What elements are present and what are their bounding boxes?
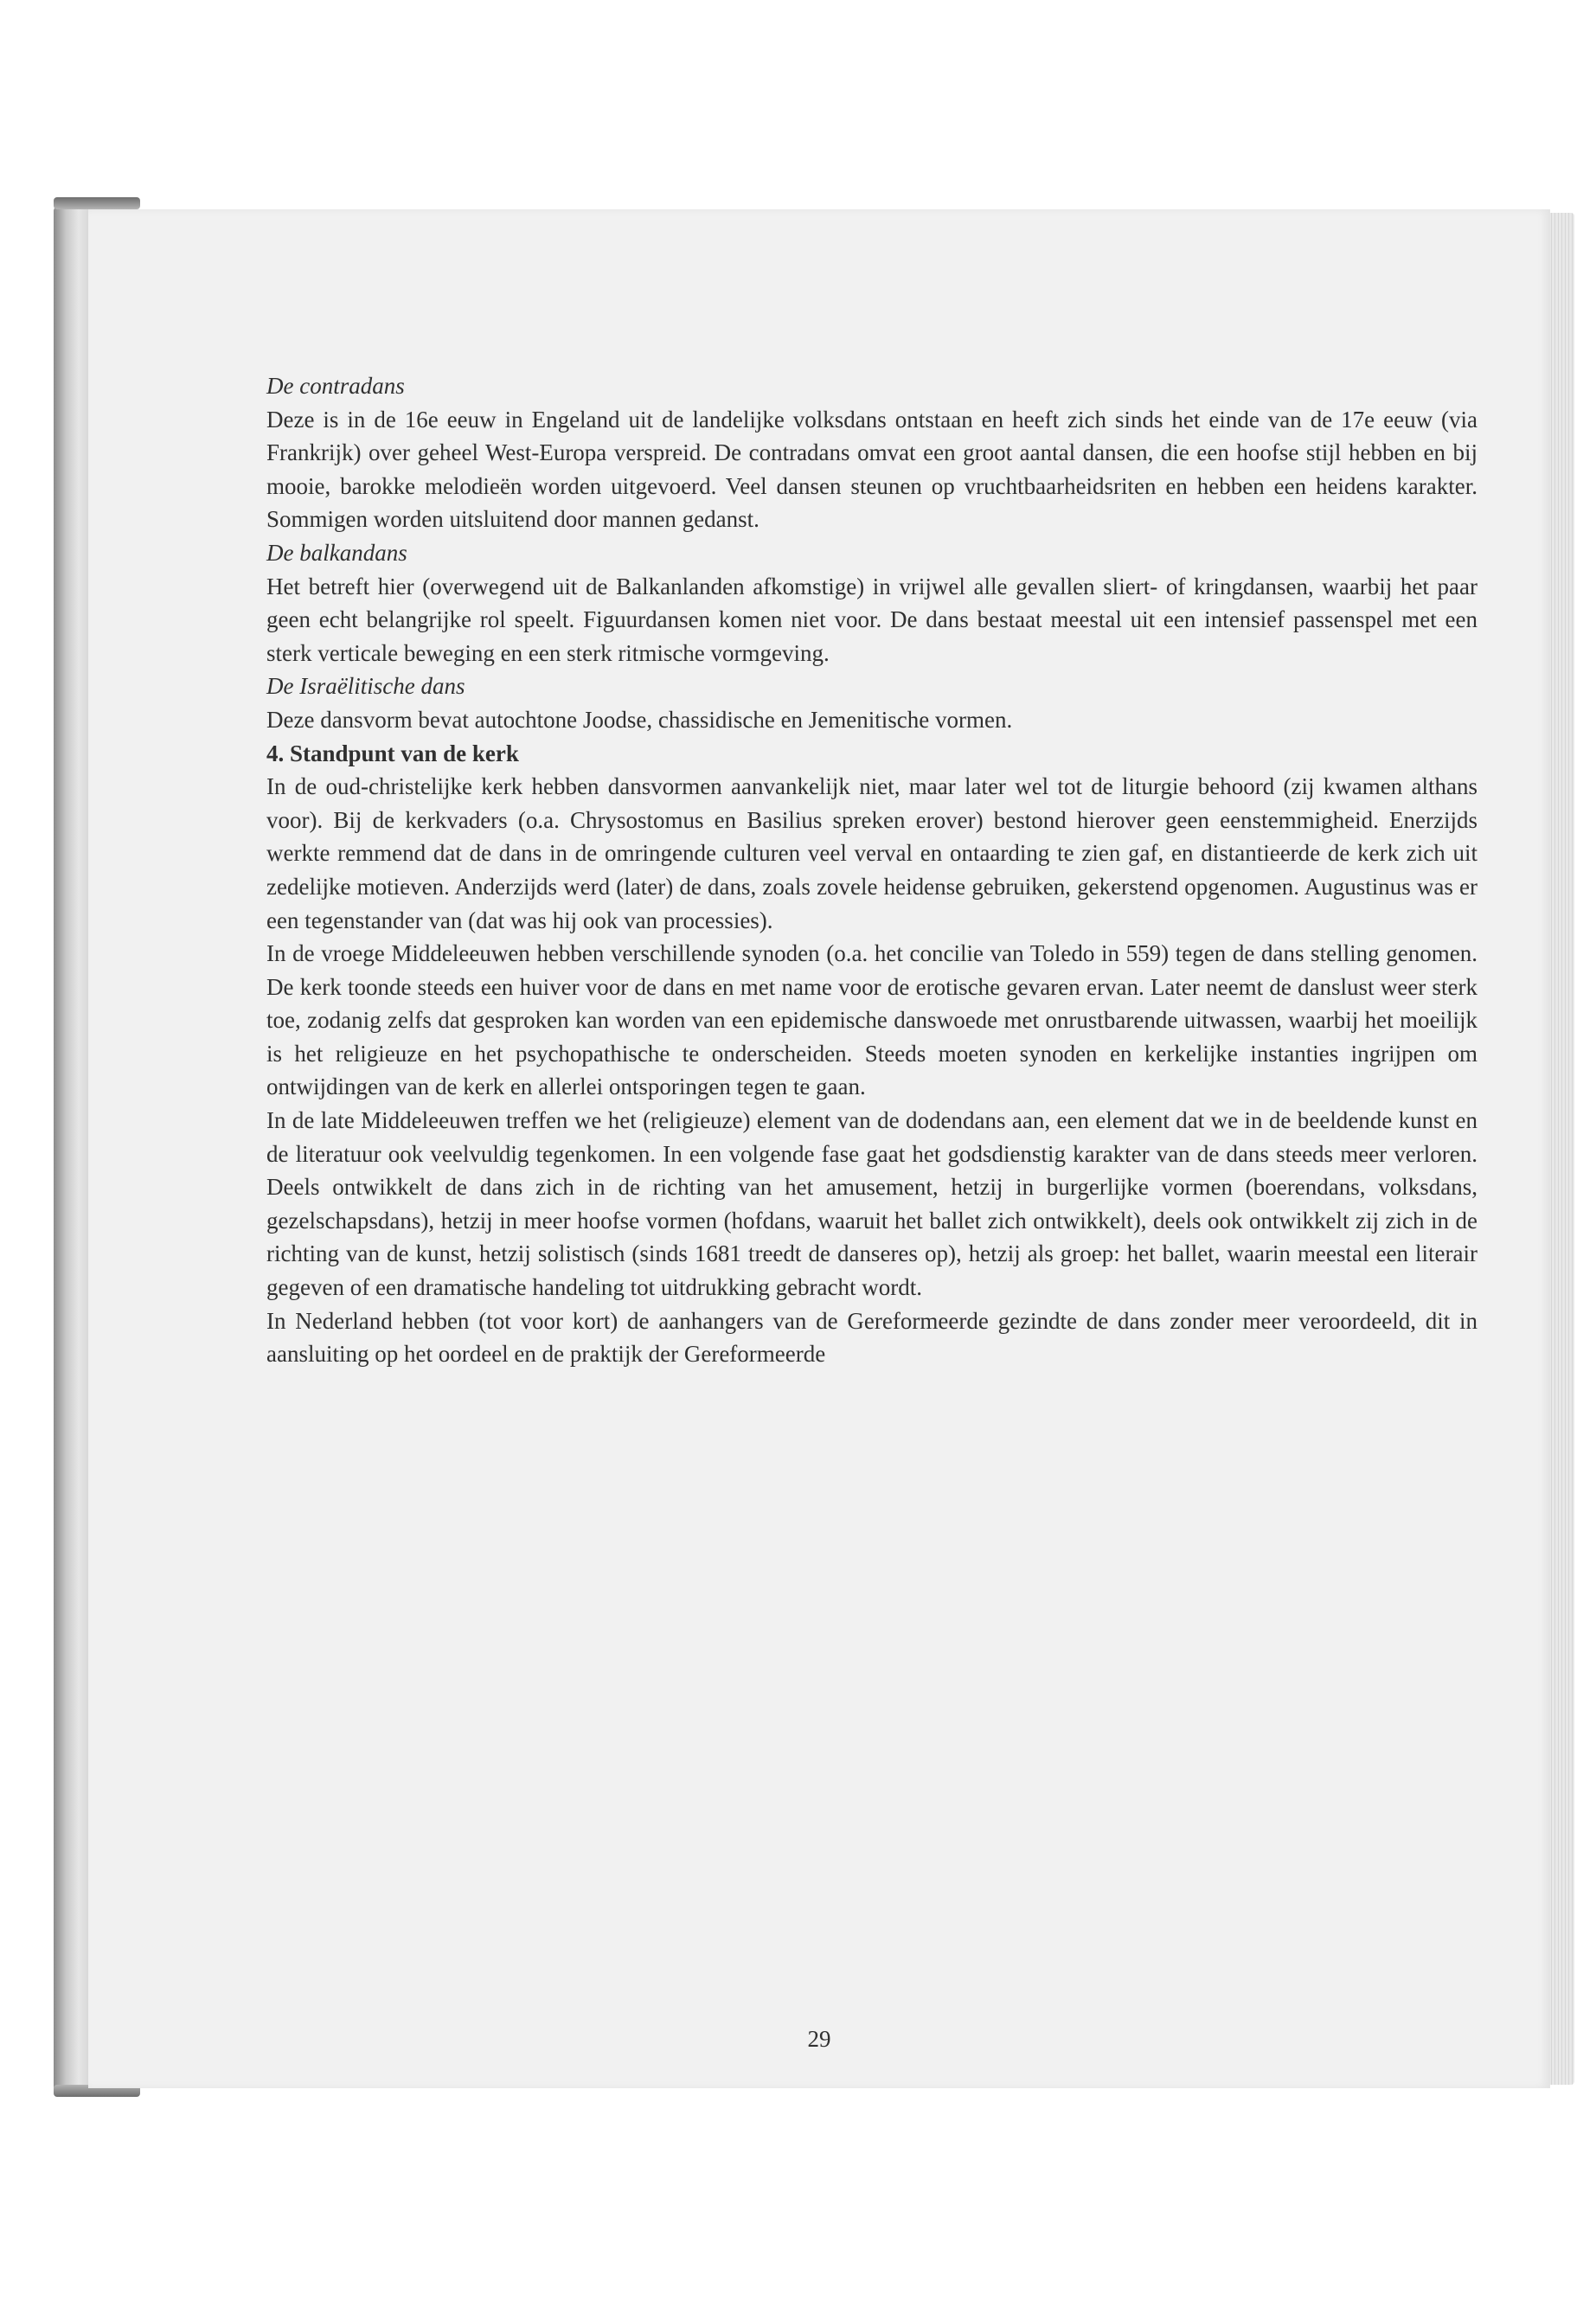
page-content [266, 369, 1477, 1371]
spine-cap-top [54, 197, 140, 209]
paragraph-standpunt-2: In de vroege Middeleeuwen hebben verschillende synoden (o.a. het concilie van Toledo in 559) tegen de dans stelling genomen. De kerk toonde steeds een huiver voor de dans en met name voor de erotische gevaren ervan. Later neemt de danslust weer sterk toe, zodanig zelfs dat gesproken kan worden van een epidemische danswoede met onrustbarende uitwassen, waarbij het moeilijk is het religieuze en het psychopathische te onderscheiden. Steeds moeten synoden en kerkelijke instanties ingrijpen om ontwijdingen van de kerk en allerlei ontsporingen tegen te gaan. [266, 940, 1477, 1100]
paragraph-balkandans: Het betreft hier (overwegend uit de Balkanlanden afkomstige) in vrijwel alle gevallen sliert- of kringdansen, waarbij het paar geen echt belangrijke rol speelt. Figuurdansen komen niet voor. De dans bestaat meestal uit een intensief passenspel met een sterk verticale beweging en een sterk ritmische vormgeving. [266, 573, 1477, 666]
heading-contradans: De contradans [266, 373, 405, 399]
paragraph-standpunt-4: In Nederland hebben (tot voor kort) de aanhangers van de Gereformeerde gezindte de dans zonder meer veroordeeld, dit in aansluiting op het oordeel en de praktijk der Gereformeerde [266, 1307, 1477, 1368]
book [54, 206, 1576, 2092]
paragraph-israelitische-dans: Deze dansvorm bevat autochtone Joodse, chassidische en Jemenitische vormen. [266, 706, 1013, 733]
paragraph-standpunt-1: In de oud-christelijke kerk hebben dansvormen aanvankelijk niet, maar later wel tot de liturgie behoord (zij kwamen althans voor). Bij de kerkvaders (o.a. Chrysostomus en Basilius spreken erover) bestond hierover geen eenstemmigheid. Enerzijds werkte remmend dat de dans in de omringende culturen veel verval en ontaarding te zien gaf, en distantieerde de kerk zich uit zedelijke motieven. Anderzijds werd (later) de dans, zoals zovele heidense gebruiken, gekerstend opgenomen. Augustinus was er een tegenstander van (dat was hij ook van processies). [266, 773, 1477, 933]
section-title-standpunt: 4. Standpunt van de kerk [266, 740, 519, 766]
book-page [88, 209, 1550, 2088]
heading-balkandans: De balkandans [266, 539, 407, 566]
paragraph-contradans: Deze is in de 16e eeuw in Engeland uit de landelijke volksdans ontstaan en heeft zich sinds het einde van de 17e eeuw (via Frankrijk) over geheel West-Europa verspreid. De contradans omvat een groot aantal dansen, die een hoofse stijl hebben en bij mooie, barokke melodieën worden uitgevoerd. Veel dansen steunen op vruchtbaarheidsriten en hebben een heidens karakter. Sommigen worden uitsluitend door mannen gedanst. [266, 406, 1477, 533]
page-edges [1548, 213, 1574, 2085]
paragraph-standpunt-3: In de late Middeleeuwen treffen we het (religieuze) element van de dodendans aan, een element dat we in de beeldende kunst en de literatuur ook veelvuldig tegenkomen. In een volgende fase gaat het godsdienstig karakter van de dans steeds meer verloren. Deels ontwikkelt de dans zich in de richting van het amusement, hetzij in burgerlijke vormen (boerendans, volksdans, gezelschapsdans), hetzij in meer hoofse vormen (hofdans, waaruit het ballet zich ontwikkelt), deels ook ontwikkelt zij zich in de richting van de kunst, hetzij solistisch (sinds 1681 treedt de danseres op), hetzij als groep: het ballet, waarin meestal een literair gegeven of een dramatische handeling tot uitdrukking gebracht wordt. [266, 1107, 1477, 1301]
page-number: 29 [807, 2026, 831, 2052]
heading-israelitische-dans: De Israëlitische dans [266, 673, 465, 700]
